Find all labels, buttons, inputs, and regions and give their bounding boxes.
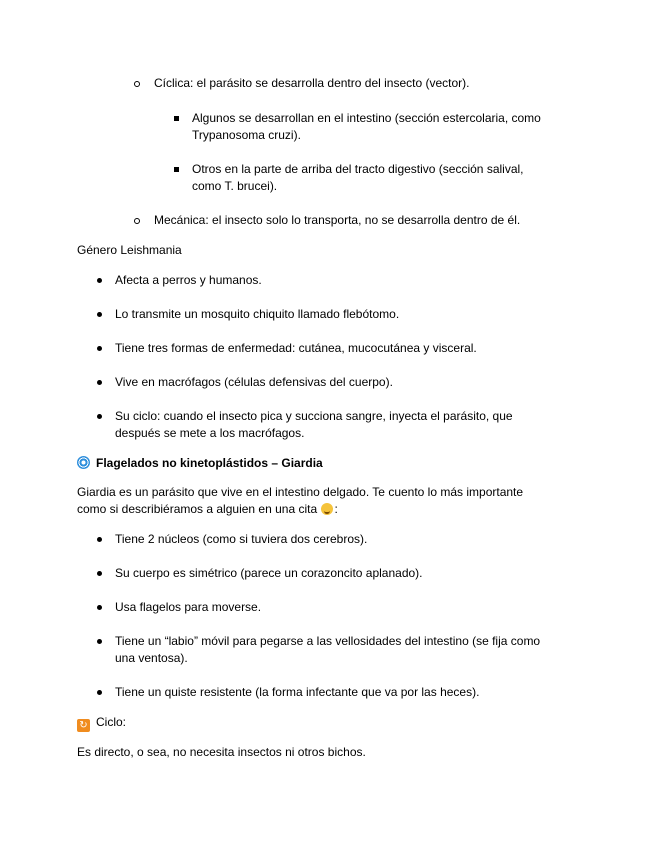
grinning-face-emoji-icon bbox=[321, 503, 333, 515]
bullet-icon bbox=[97, 690, 102, 695]
bullet-icon bbox=[97, 639, 102, 644]
salival-line-2: como T. brucei). bbox=[192, 179, 278, 193]
list-item: Afecta a perros y humanos. bbox=[115, 273, 262, 287]
ciclo-heading bbox=[77, 714, 126, 732]
leishmania-ciclo-line-1: Su ciclo: cuando el insecto pica y succiona sangre, inyecta el parásito, que bbox=[115, 409, 513, 423]
repeat-emoji-icon: ↻ bbox=[77, 719, 90, 732]
giardia-intro-line-1: Giardia es un parásito que vive en el intestino delgado. Te cuento lo más importante bbox=[77, 485, 524, 499]
bullet-icon bbox=[97, 537, 102, 542]
list-item: Su cuerpo es simétrico (parece un corazoncito aplanado). bbox=[115, 566, 423, 580]
cyclone-emoji-icon bbox=[77, 456, 90, 469]
bullet-icon bbox=[97, 346, 102, 351]
bullet-icon bbox=[97, 278, 102, 283]
giardia-intro-line-2 bbox=[77, 501, 338, 518]
giardia-heading-text: Flagelados no kinetoplástidos – Giardia bbox=[96, 456, 323, 470]
quiste-item: Tiene un quiste resistente (la forma infectante que va por las heces). bbox=[115, 685, 480, 699]
giardia-intro-colon: : bbox=[334, 502, 338, 516]
square-bullet-icon bbox=[174, 116, 179, 121]
labio-line-2: una ventosa). bbox=[115, 651, 188, 665]
ciclica-item: Cíclica: el parásito se desarrolla dentro del insecto (vector). bbox=[154, 76, 470, 90]
list-item: Tiene 2 núcleos (como si tuviera dos cerebros). bbox=[115, 532, 368, 546]
list-item: Usa flagelos para moverse. bbox=[115, 600, 262, 614]
hollow-bullet-icon bbox=[134, 218, 140, 224]
bullet-icon bbox=[97, 414, 102, 419]
bullet-icon bbox=[97, 312, 102, 317]
bullet-icon bbox=[97, 571, 102, 576]
hollow-bullet-icon bbox=[134, 81, 140, 87]
giardia-intro-text: como si describiéramos a alguien en una cita bbox=[77, 502, 321, 516]
bullet-icon bbox=[97, 605, 102, 610]
list-item: Lo transmite un mosquito chiquito llamado flebótomo. bbox=[115, 307, 400, 321]
estercolaria-line-2: Trypanosoma cruzi). bbox=[192, 128, 301, 142]
bullet-icon bbox=[97, 380, 102, 385]
ciclo-heading-text: Ciclo: bbox=[96, 715, 127, 729]
estercolaria-line-1: Algunos se desarrollan en el intestino (sección estercolaria, como bbox=[192, 111, 541, 125]
ciclo-text: Es directo, o sea, no necesita insectos ni otros bichos. bbox=[77, 745, 366, 759]
leishmania-ciclo-line-2: después se mete a los macrófagos. bbox=[115, 426, 305, 440]
leishmania-title: Género Leishmania bbox=[77, 243, 182, 257]
list-item: Vive en macrófagos (células defensivas del cuerpo). bbox=[115, 375, 393, 389]
labio-line-1: Tiene un “labio” móvil para pegarse a las vellosidades del intestino (se fija como bbox=[115, 634, 541, 648]
salival-line-1: Otros en la parte de arriba del tracto digestivo (sección salival, bbox=[192, 162, 524, 176]
square-bullet-icon bbox=[174, 167, 179, 172]
mecanica-item: Mecánica: el insecto solo lo transporta, no se desarrolla dentro de él. bbox=[154, 213, 521, 227]
list-item: Tiene tres formas de enfermedad: cutánea, mucocutánea y visceral. bbox=[115, 341, 477, 355]
giardia-heading bbox=[77, 455, 323, 472]
